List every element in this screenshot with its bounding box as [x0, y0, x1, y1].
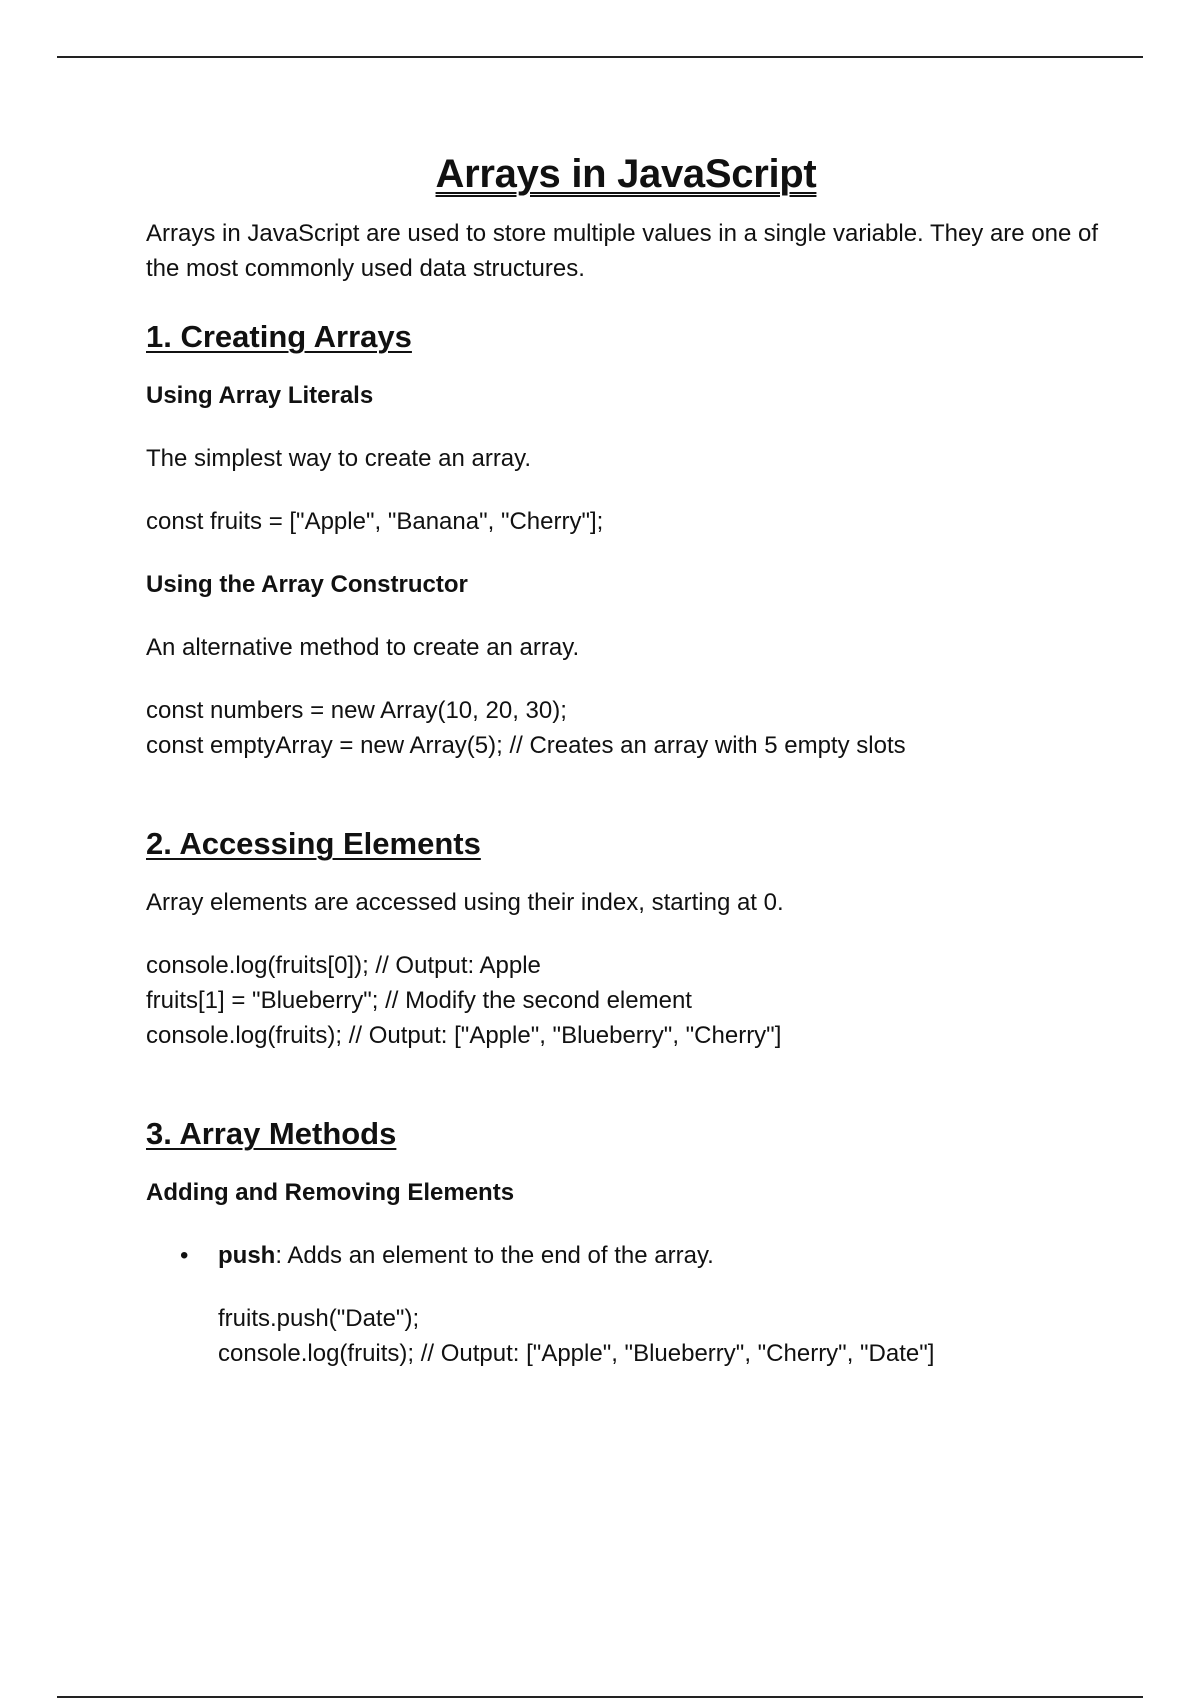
- code-line: fruits[1] = "Blueberry"; // Modify the second element: [146, 987, 692, 1014]
- list-item: [146, 1238, 1106, 1371]
- constructor-description: An alternative method to create an array.: [146, 634, 580, 661]
- document-body: [146, 146, 1106, 1371]
- section-heading-accessing-elements: 2. Accessing Elements: [146, 826, 481, 861]
- subheading-adding-removing: Adding and Removing Elements: [146, 1179, 515, 1206]
- code-line: const numbers = new Array(10, 20, 30);: [146, 697, 567, 724]
- code-block-push: [218, 1301, 1106, 1371]
- code-line: console.log(fruits[0]); // Output: Apple: [146, 952, 541, 979]
- subheading-array-literals: Using Array Literals: [146, 382, 374, 409]
- literals-description: The simplest way to create an array.: [146, 445, 532, 472]
- code-line: fruits.push("Date");: [218, 1305, 420, 1332]
- code-line: const emptyArray = new Array(5); // Creates an array with 5 empty slots: [146, 732, 906, 759]
- code-block-accessing: [146, 948, 1106, 1053]
- header-rule: [57, 56, 1143, 58]
- push-description: [218, 1238, 1106, 1273]
- document-title: Arrays in JavaScript: [435, 152, 817, 196]
- section-heading-creating-arrays: 1. Creating Arrays: [146, 319, 412, 354]
- method-term: push: [218, 1242, 276, 1269]
- footer-rule: [57, 1696, 1143, 1698]
- method-term-description: : Adds an element to the end of the array.: [275, 1242, 714, 1269]
- section-heading-array-methods: 3. Array Methods: [146, 1116, 397, 1151]
- code-line: console.log(fruits); // Output: ["Apple", "Blueberry", "Cherry", "Date"]: [218, 1340, 935, 1367]
- subheading-array-constructor: Using the Array Constructor: [146, 571, 468, 598]
- methods-bullet-list: [146, 1238, 1106, 1371]
- code-line: console.log(fruits); // Output: ["Apple", "Blueberry", "Cherry"]: [146, 1022, 782, 1049]
- bullet-icon: •: [180, 1242, 189, 1269]
- intro-paragraph: Arrays in JavaScript are used to store multiple values in a single variable. They are one of the most commonly used data structures.: [146, 220, 1099, 282]
- accessing-description: Array elements are accessed using their index, starting at 0.: [146, 889, 784, 916]
- code-line: const fruits = ["Apple", "Banana", "Cherry"];: [146, 508, 604, 535]
- code-block-constructor: [146, 693, 1106, 763]
- code-block-literals: [146, 504, 1106, 539]
